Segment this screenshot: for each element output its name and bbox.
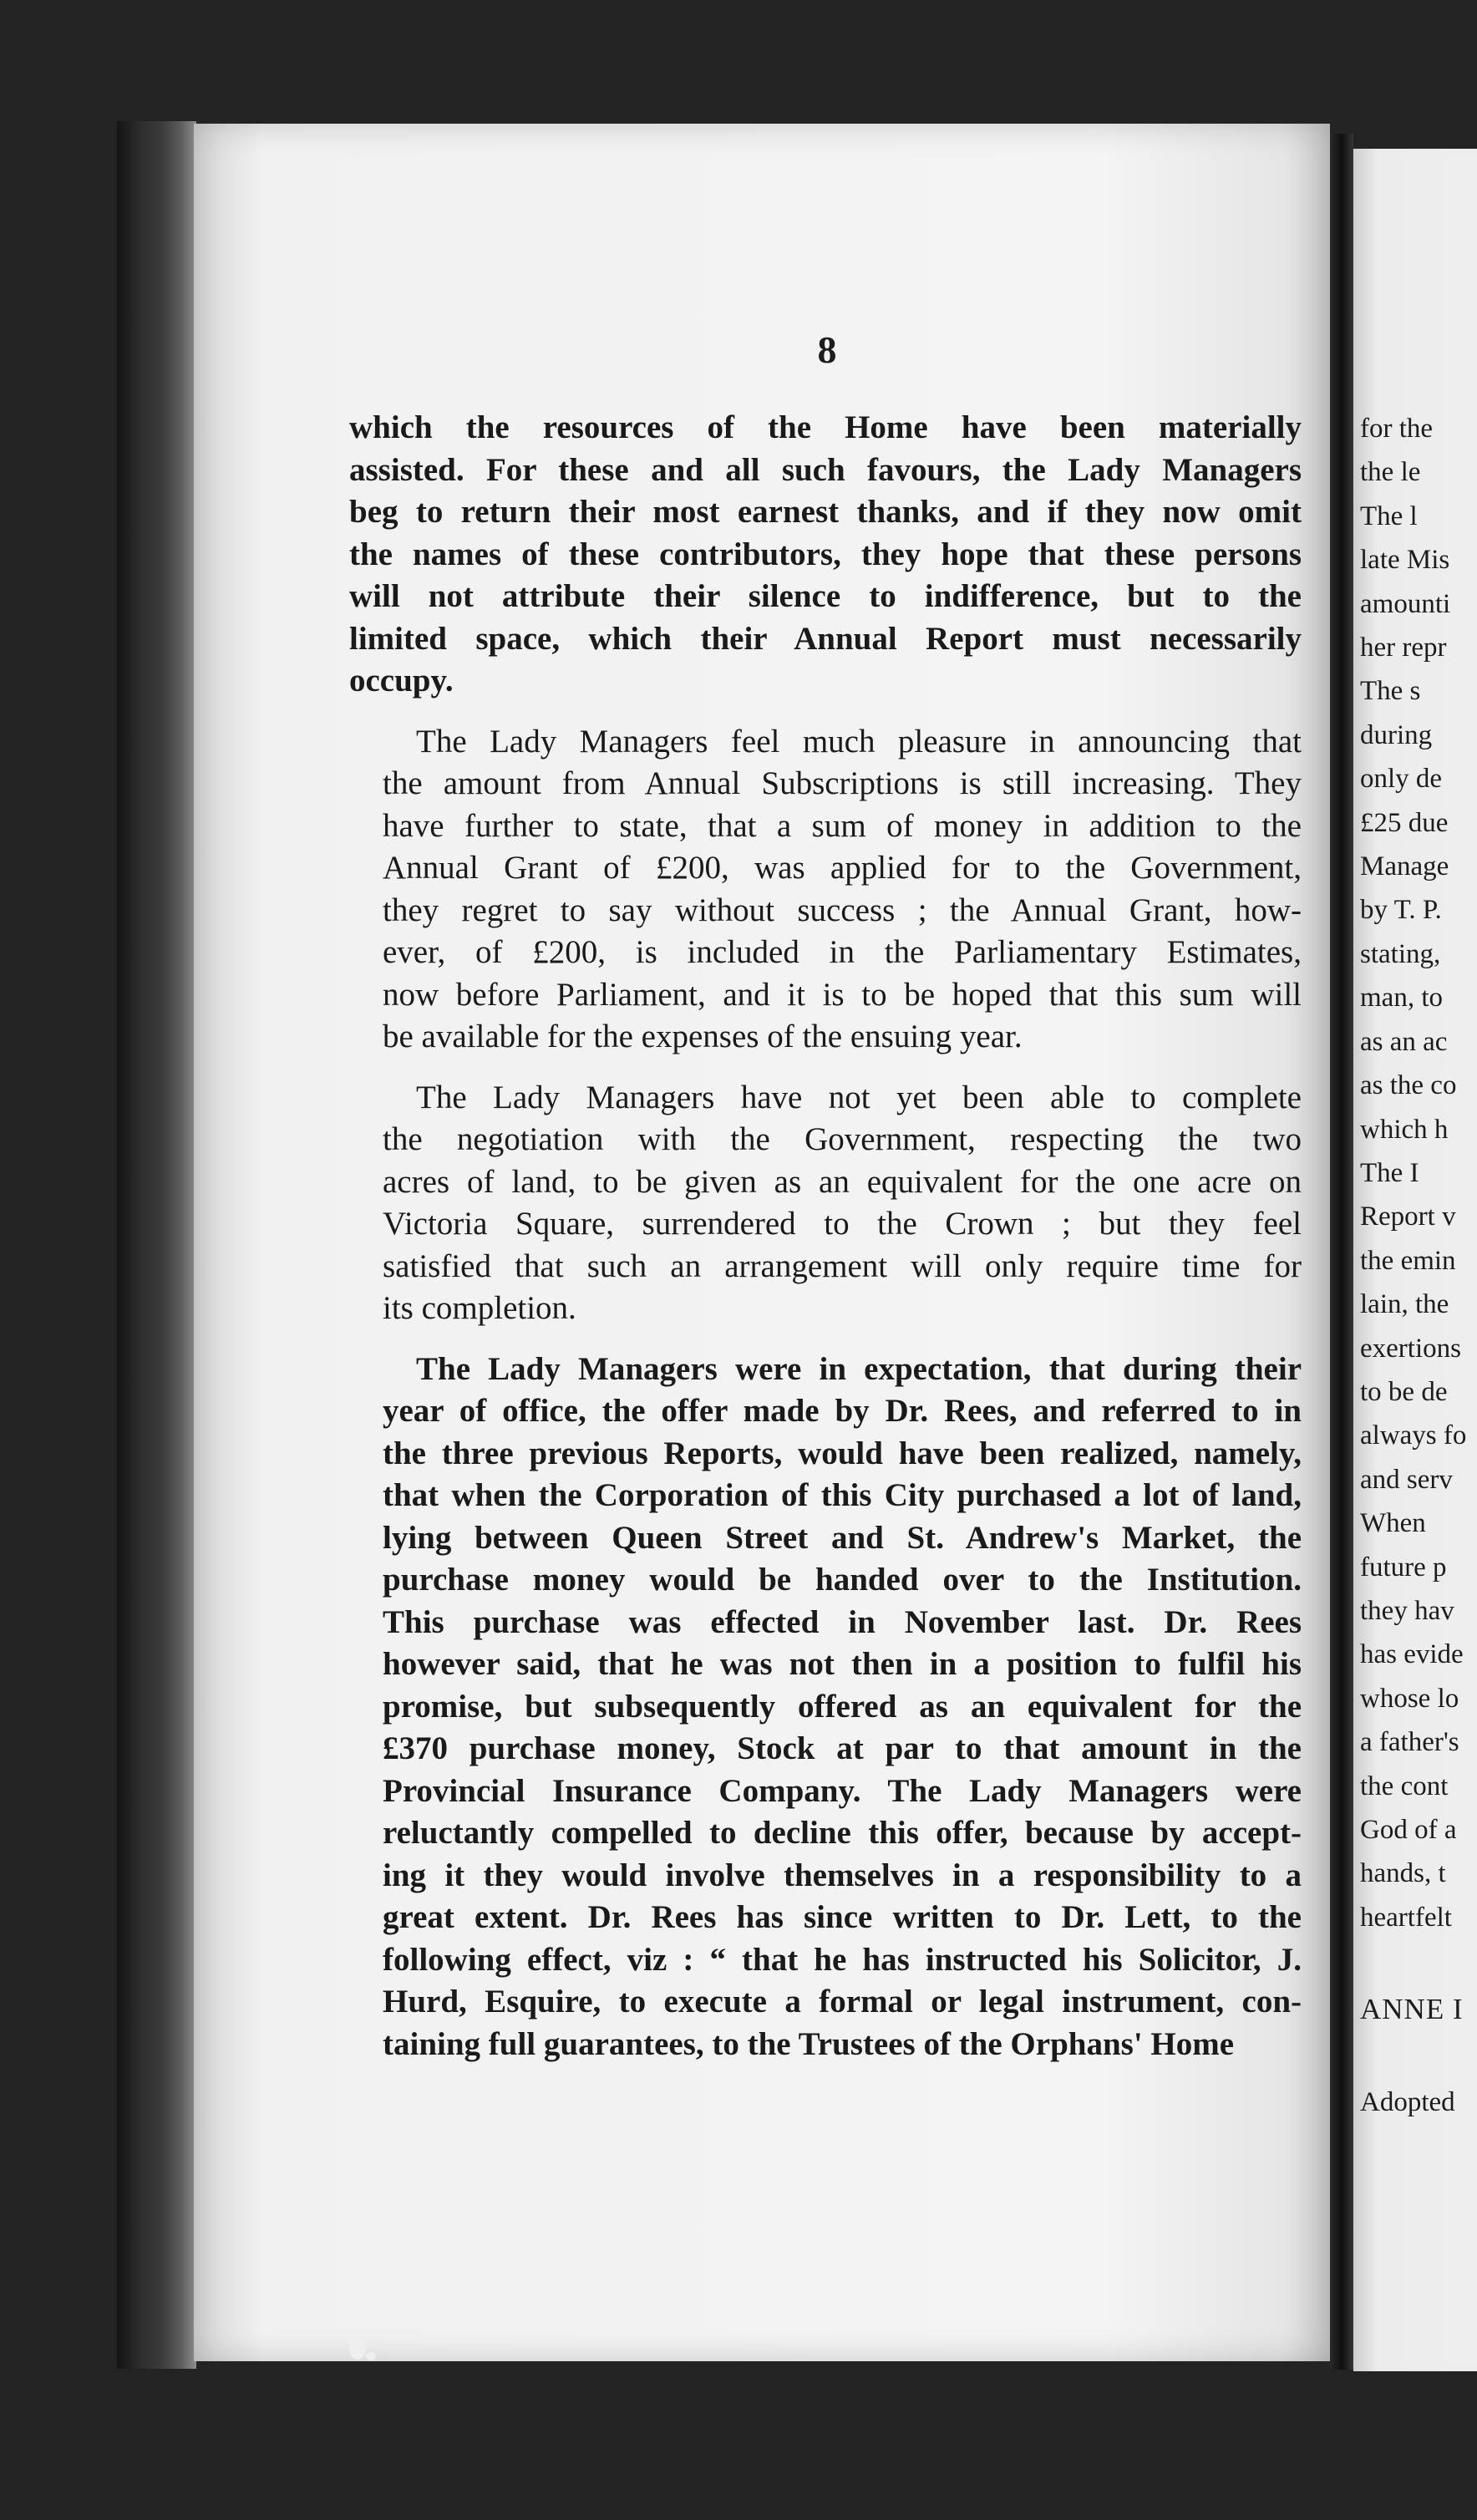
facing-text-line: always fo — [1360, 1420, 1467, 1451]
text-line: purchase money would be handed over to the Institution. — [383, 1562, 1302, 1598]
text-line: now before Parliament, and it is to be hoped that this sum will — [383, 976, 1302, 1013]
text-line: Provincial Insurance Company. The Lady Managers were — [383, 1772, 1302, 1809]
text-line: The Lady Managers feel much pleasure in announcing that — [416, 723, 1302, 760]
facing-text-line: The I — [1360, 1157, 1419, 1188]
facing-text-line: amounti — [1360, 588, 1451, 619]
facing-text-line: has evide — [1360, 1639, 1464, 1670]
paragraph — [349, 1077, 1302, 1330]
text-line: promise, but subsequently offered as an equivalent for the — [383, 1688, 1302, 1725]
text-line: be available for the expenses of the ensuing year. — [383, 1019, 1023, 1054]
facing-text-line: exertions — [1360, 1333, 1461, 1364]
text-line: they regret to say without success ; the Annual Grant, how- — [383, 892, 1302, 928]
text-line: Annual Grant of £200, was applied for to the Government, — [383, 850, 1302, 886]
facing-text-line: which h — [1360, 1114, 1449, 1145]
book-gutter — [1330, 134, 1353, 2370]
facing-text-line: only de — [1360, 764, 1443, 795]
text-line: the amount from Annual Subscriptions is still increasing. They — [383, 765, 1302, 801]
text-line: assisted. For these and all such favours, the Lady Managers — [349, 451, 1302, 488]
facing-text-line: hands, t — [1360, 1858, 1446, 1889]
facing-text-line: heartfelt — [1360, 1902, 1452, 1933]
facing-text-line: a father's — [1360, 1727, 1459, 1758]
text-line: beg to return their most earnest thanks, and if they now omit — [349, 494, 1302, 530]
text-line: its completion. — [383, 1290, 576, 1326]
text-line: acres of land, to be given as an equivalent for the one acre on — [383, 1163, 1302, 1200]
text-line: the negotiation with the Government, respecting the two — [383, 1121, 1302, 1157]
text-line: Hurd, Esquire, to execute a formal or legal instrument, con- — [383, 1984, 1302, 2020]
facing-text-line: When — [1360, 1508, 1426, 1539]
facing-text-line: the le — [1360, 457, 1421, 488]
text-line: have further to state, that a sum of money in addition to the — [383, 807, 1302, 844]
facing-text-line: God of a — [1360, 1815, 1457, 1845]
text-line: Victoria Square, surrendered to the Crown ; but they feel — [383, 1206, 1302, 1242]
text-line: that when the Corporation of this City purchased a lot of land, — [383, 1477, 1302, 1513]
body-text — [349, 407, 1302, 2084]
text-line: ever, of £200, is included in the Parliamentary Estimates, — [383, 934, 1302, 970]
text-line: however said, that he was not then in a position to fulfil his — [383, 1646, 1302, 1682]
text-line: year of office, the offer made by Dr. Rees, and referred to in — [383, 1393, 1302, 1429]
facing-text-line: her repr — [1360, 633, 1447, 663]
text-line: ing it they would involve themselves in a responsibility to a — [383, 1857, 1302, 1893]
text-line: reluctantly compelled to decline this offer, because by accept- — [383, 1815, 1302, 1851]
facing-text-line: late Mis — [1360, 545, 1450, 576]
facing-text-line: by T. P. — [1360, 895, 1442, 926]
facing-text-line: during — [1360, 719, 1433, 750]
text-line: great extent. Dr. Rees has since written to Dr. Lett, to the — [383, 1899, 1302, 1935]
facing-text-line: The l — [1360, 500, 1418, 531]
facing-page-text — [1360, 407, 1477, 2124]
facing-text-line: the cont — [1360, 1771, 1449, 1801]
facing-text-line: as an ac — [1360, 1026, 1448, 1057]
facing-footer: Adopted — [1360, 2086, 1455, 2117]
text-line: £370 purchase money, Stock at par to that amount in the — [383, 1730, 1302, 1766]
facing-text-line: Manage — [1360, 851, 1449, 882]
facing-text-line: £25 due — [1360, 807, 1449, 838]
facing-text-line: The s — [1360, 676, 1421, 707]
facing-text-line: future p — [1360, 1552, 1447, 1583]
facing-text-line: for the — [1360, 414, 1434, 444]
text-line: following effect, viz : “ that he has instructed his Solicitor, J. — [383, 1941, 1302, 1978]
facing-text-line: and serv — [1360, 1464, 1453, 1495]
facing-text-line: whose lo — [1360, 1683, 1459, 1714]
text-line: The Lady Managers have not yet been able to complete — [416, 1079, 1302, 1115]
facing-text-line: they hav — [1360, 1595, 1454, 1626]
paragraph — [349, 407, 1302, 703]
page-number: 8 — [817, 328, 837, 371]
text-line: satisfied that such an arrangement will only require time for — [383, 1247, 1302, 1284]
facing-text-line: man, to — [1360, 983, 1443, 1014]
text-line: will not attribute their silence to indifference, but to the — [349, 578, 1302, 614]
text-line: This purchase was effected in November last. Dr. Rees — [383, 1603, 1302, 1640]
facing-text-line: lain, the — [1360, 1289, 1449, 1320]
paragraph — [349, 1349, 1302, 2066]
facing-text-line: to be de — [1360, 1376, 1448, 1407]
text-line: occupy. — [349, 663, 454, 699]
text-line: the names of these contributors, they hope that these persons — [349, 536, 1302, 572]
paper-speck — [349, 2338, 366, 2360]
paper-speck — [366, 2352, 376, 2360]
book-edge — [117, 121, 196, 2369]
facing-text-line: stating, — [1360, 938, 1441, 969]
facing-text-line: the emin — [1360, 1245, 1456, 1276]
text-line: lying between Queen Street and St. Andrew's Market, the — [383, 1519, 1302, 1556]
text-line: the three previous Reports, would have been realized, namely, — [383, 1435, 1302, 1471]
text-line: limited space, which their Annual Report must necessarily — [349, 620, 1302, 657]
facing-signature: ANNE I — [1360, 1993, 1464, 2026]
facing-text-line: Report v — [1360, 1202, 1456, 1232]
text-line: The Lady Managers were in expectation, that during their — [416, 1350, 1302, 1387]
text-line: taining full guarantees, to the Trustees of the Orphans' Home — [383, 2025, 1235, 2062]
text-line: which the resources of the Home have been materially — [349, 409, 1302, 445]
facing-text-line: as the co — [1360, 1070, 1457, 1101]
paragraph — [349, 721, 1302, 1059]
